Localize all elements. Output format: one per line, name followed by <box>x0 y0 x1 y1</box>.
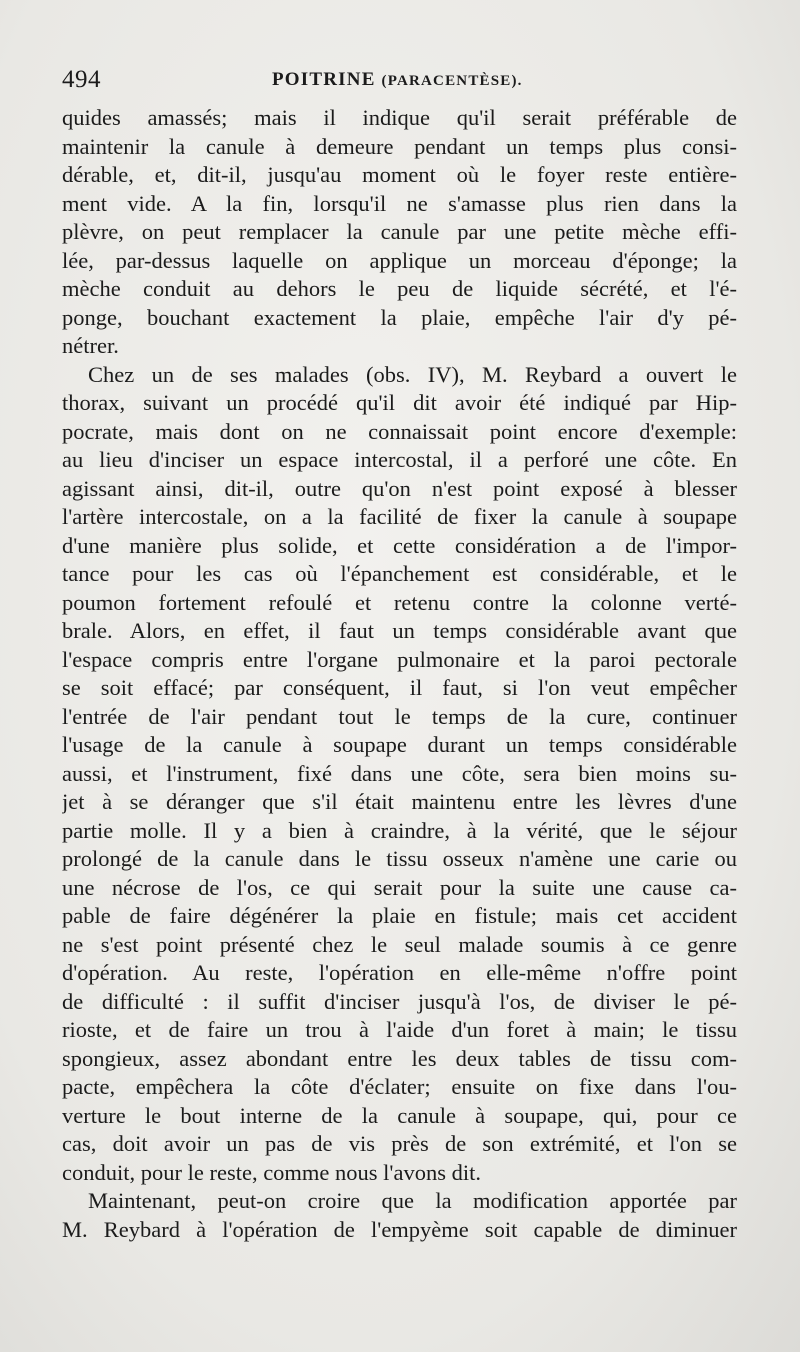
text-line: au lieu d'inciser un espace intercostal, il a perforé une côte. En <box>62 447 737 472</box>
text-line: ponge, bouchant exactement la plaie, empêche l'air d'y pé- <box>62 304 737 330</box>
text-line: rioste, et de faire un trou à l'aide d'un foret à main; le tissu <box>62 1017 737 1042</box>
running-title <box>272 69 523 91</box>
text-line: thorax, suivant un procédé qu'il dit avoir été indiqué par Hip- <box>62 390 737 415</box>
text-line: quides amassés; mais il indique qu'il serait préférable de <box>62 105 737 130</box>
page-header <box>62 66 742 100</box>
text-line: l'entrée de l'air pendant tout le temps de la cure, continuer <box>62 703 737 729</box>
text-line: mèche conduit au dehors le peu de liquide sécrété, et l'é- <box>62 276 737 301</box>
page-number: 494 <box>62 66 101 93</box>
text-line: spongieux, assez abondant entre les deux tables de tissu com- <box>62 1045 737 1071</box>
text-line: de difficulté : il suffit d'inciser jusqu'à l'os, de diviser le pé- <box>62 988 737 1014</box>
text-line: lée, par-dessus laquelle on applique un morceau d'éponge; la <box>62 247 737 273</box>
text-line: aussi, et l'instrument, fixé dans une côte, sera bien moins su- <box>62 760 737 786</box>
running-title-sub: (PARACENTÈSE). <box>381 73 523 89</box>
text-line: l'usage de la canule à soupape durant un temps considérable <box>62 732 737 757</box>
text-line: dérable, et, dit-il, jusqu'au moment où le foyer reste entière- <box>62 162 737 187</box>
text-line: tance pour les cas où l'épanchement est considérable, et le <box>62 561 737 586</box>
text-line: M. Reybard à l'opération de l'empyème soit capable de diminuer <box>62 1216 737 1242</box>
text-line: d'une manière plus solide, et cette considération a de l'impor- <box>62 532 737 558</box>
text-line: d'opération. Au reste, l'opération en elle-même n'offre point <box>62 960 737 985</box>
running-title-main: POITRINE <box>272 69 376 90</box>
text-line: se soit effacé; par conséquent, il faut, si l'on veut empêcher <box>62 675 737 700</box>
text-line: agissant ainsi, dit-il, outre qu'on n'est point exposé à blesser <box>62 475 737 501</box>
text-line: partie molle. Il y a bien à craindre, à la vérité, que le séjour <box>62 817 737 843</box>
text-line: l'espace compris entre l'organe pulmonaire et la paroi pectorale <box>62 646 737 672</box>
text-line: ne s'est point présenté chez le seul malade soumis à ce genre <box>62 931 737 957</box>
text-line: jet à se déranger que s'il était maintenu entre les lèvres d'une <box>62 789 737 814</box>
text-line: pacte, empêchera la côte d'éclater; ensuite on fixe dans l'ou- <box>62 1074 737 1099</box>
text-line: nétrer. <box>62 333 119 358</box>
text-line: prolongé de la canule dans le tissu osseux n'amène une carie ou <box>62 846 737 871</box>
text-line: l'artère intercostale, on a la facilité de fixer la canule à soupape <box>62 504 737 529</box>
text-line: pocrate, mais dont on ne connaissait point encore d'exemple: <box>62 418 737 444</box>
text-line: Chez un de ses malades (obs. IV), M. Reybard a ouvert le <box>88 361 737 387</box>
text-line: plèvre, on peut remplacer la canule par une petite mèche effi- <box>62 219 737 244</box>
text-line: brale. Alors, en effet, il faut un temps considérable avant que <box>62 618 737 643</box>
text-line: verture le bout interne de la canule à soupape, qui, pour ce <box>62 1102 737 1128</box>
text-line: conduit, pour le reste, comme nous l'avons dit. <box>62 1159 481 1185</box>
text-line: ment vide. A la fin, lorsqu'il ne s'amasse plus rien dans la <box>62 190 737 216</box>
body-text <box>62 104 737 1244</box>
text-line: maintenir la canule à demeure pendant un temps plus consi- <box>62 133 737 159</box>
text-line: cas, doit avoir un pas de vis près de son extrémité, et l'on se <box>62 1131 737 1156</box>
text-line: pable de faire dégénérer la plaie en fistule; mais cet accident <box>62 903 737 928</box>
text-line: Maintenant, peut-on croire que la modification apportée par <box>88 1188 737 1213</box>
text-line: une nécrose de l'os, ce qui serait pour la suite une cause ca- <box>62 874 737 900</box>
text-line: poumon fortement refoulé et retenu contre la colonne verté- <box>62 589 737 615</box>
